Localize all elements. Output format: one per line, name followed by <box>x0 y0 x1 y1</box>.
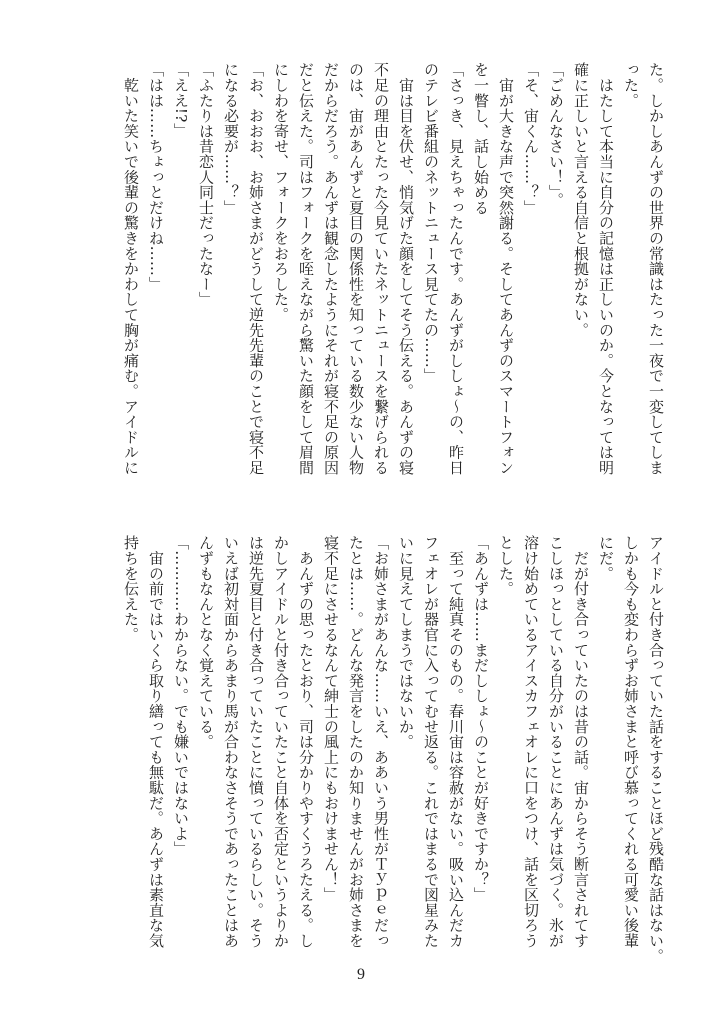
text-line: 溶け始めているアイスカフェオレに口をつけ、話を区切ろう <box>522 535 540 949</box>
text-block-bottom <box>118 535 668 985</box>
text-line: 至って純真そのもの。春川宙は容赦がない。吸い込んだカ <box>447 535 465 949</box>
text-line: 不足の理由とたった今見ていたネットニュースを繋げられる <box>372 62 390 476</box>
text-line: にしわを寄せ、フォークをおろした。 <box>272 62 290 323</box>
text-line: 「お姉さまがあんな……いえ、ああいう男性がＴｙｐｅだっ <box>372 535 390 949</box>
text-line: は逆先夏目と付き合っていたことに憤っているらしい。そう <box>247 535 265 949</box>
text-line: にだ。 <box>597 535 615 581</box>
text-line: だと伝えた。司はフォークを咥えながら驚いた顔をして眉間 <box>297 62 315 476</box>
text-line: 「あんずは……まだししょ〜のことが好きですか？」 <box>472 535 490 903</box>
text-line: はたして本当に自分の記憶は正しいのか。今となっては明 <box>597 62 615 476</box>
text-line: 寝不足にさせるなんて紳士の風上にもおけません！」 <box>322 535 340 903</box>
text-line: こしほっとしている自分がいることにあんずは気づく。氷が <box>547 535 565 949</box>
text-line: 確に正しいと言える自信と根拠がない。 <box>572 62 590 338</box>
text-line: 「はは……ちょっとだけね……」 <box>147 62 165 292</box>
text-line: かしアイドルと付き合っていたこと自体を否定というよりか <box>272 535 290 949</box>
text-line: のは、宙があんずと夏目の関係性を知っている数少ない人物 <box>347 62 365 476</box>
text-line: フェオレが器官に入ってむせ返る。これではまるで図星みた <box>422 535 440 949</box>
text-line: になる必要が……？」 <box>222 62 240 215</box>
text-line: アイドルと付き合っていた話をすることほど残酷な話はない。 <box>647 535 665 964</box>
text-line: 宙が大きな声で突然謝る。そしてあんずのスマートフォン <box>497 62 515 476</box>
text-line: 「ふたりは昔恋人同士だったなー」 <box>197 62 215 307</box>
text-line: を一瞥し、話し始める <box>472 62 490 215</box>
text-line: あんずの思ったとおり、司は分かりやすくうろたえる。し <box>297 535 315 949</box>
text-line: たとは……。どんな発言をしたのか知りませんがお姉さまを <box>347 535 365 949</box>
text-line: 「ええ!?」 <box>172 62 190 138</box>
text-line: た。しかしあんずの世界の常識はたった一夜で一変してしま <box>647 62 665 476</box>
text-line: だからだろう。あんずは観念したようにそれが寝不足の原因 <box>322 62 340 476</box>
text-line: った。 <box>622 62 640 108</box>
text-line: 宙の前ではいくら取り繕っても無駄だ。あんずは素直な気 <box>147 535 165 949</box>
text-line: 「…………わからない。でも嫌いではないよ」 <box>172 535 190 857</box>
text-line: だが付き合っていたのは昔の話。宙からそう断言されてす <box>572 535 590 949</box>
text-line: 「さっき、見えちゃったんです。あんずがししょ〜の、昨日 <box>447 62 465 476</box>
text-line: 「そ、宙くん……？」 <box>522 62 540 215</box>
text-line: んずもなんとなく覚えている。 <box>197 535 215 750</box>
text-line: いに見えてしまうではないか。 <box>397 535 415 750</box>
page-number: 9 <box>357 966 365 983</box>
text-line: 「ごめんなさい！」。 <box>547 62 565 208</box>
text-line: いえば初対面からあまり馬が合わなさそうであったことはあ <box>222 535 240 949</box>
text-line: 「お、おおお、お姉さまがどうして逆先先輩のことで寝不足 <box>247 62 265 476</box>
text-line: 乾いた笑いで後輩の驚きをかわして胸が痛む。アイドルに <box>122 62 140 476</box>
text-line: のテレビ番組のネットニュース見てたの……」 <box>422 62 440 384</box>
text-line: 宙は目を伏せ、悄気げた顔をしてそう伝える。あんずの寝 <box>397 62 415 476</box>
text-line: 持ちを伝えた。 <box>122 535 140 643</box>
text-line: しかも今も変わらずお姉さまと呼び慕ってくれる可愛い後輩 <box>622 535 640 949</box>
text-block-top <box>118 62 668 512</box>
text-line: とした。 <box>497 535 515 597</box>
